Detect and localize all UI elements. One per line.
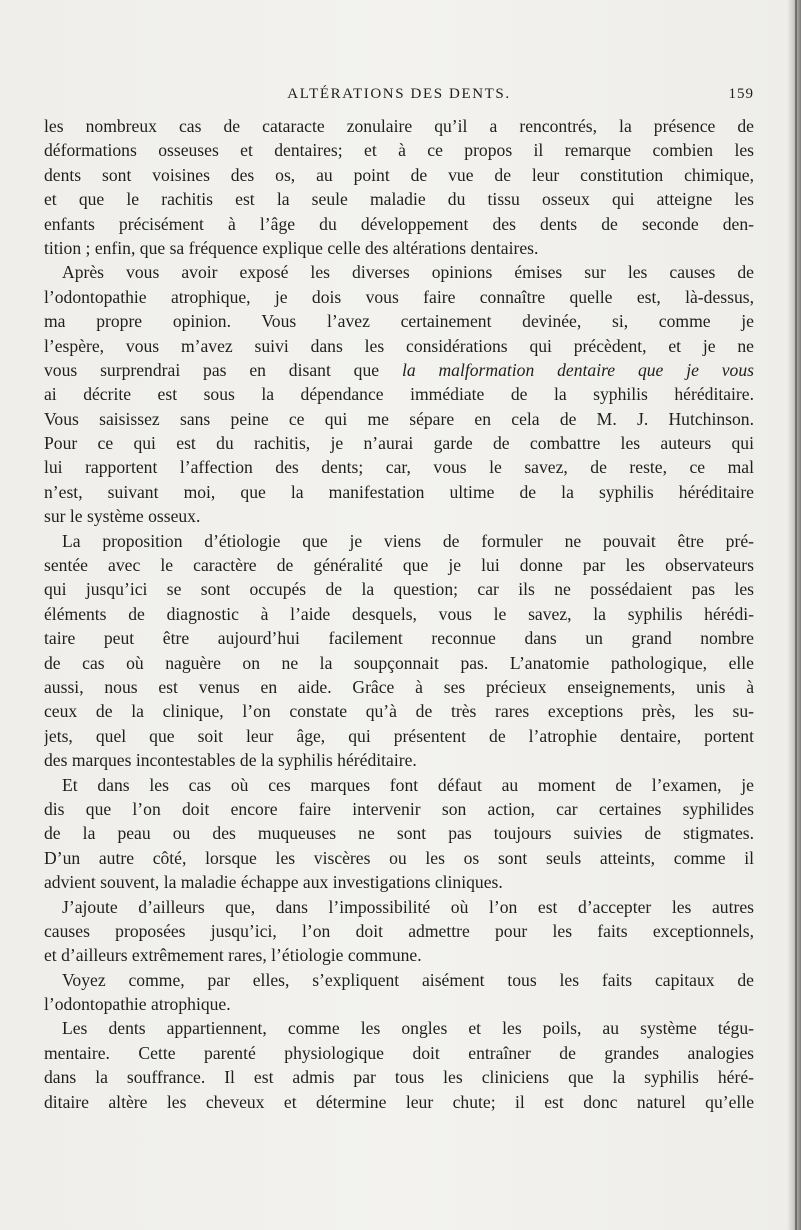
running-head [44, 86, 754, 108]
text-line: Vous saisissez sans peine ce qui me sépare en cela de M. J. Hutchinson. [44, 408, 754, 429]
running-title: ALTÉRATIONS DES DENTS. [287, 86, 511, 102]
text-line: sur le système osseux. [44, 506, 201, 527]
text-line: La proposition d’étiologie que je viens de formuler ne pouvait être pré- [62, 530, 754, 551]
text-line: enfants précisément à l’âge du développement des dents de seconde den- [44, 213, 754, 234]
text-italic: la malformation dentaire que je vous [401, 359, 754, 380]
body-text [44, 114, 754, 1114]
text-line: lui rapportent l’affection des dents; car, vous le savez, de reste, ce mal [44, 457, 754, 478]
text-line-italic: ai décrite est sous la dépendance immédiate de la syphilis héréditaire. [44, 384, 754, 405]
text-line: dans la souffrance. Il est admis par tous les cliniciens que la syphilis héré- [44, 1067, 754, 1088]
text-line: éléments de diagnostic à l’aide desquels, vous le savez, la syphilis hérédi- [44, 603, 754, 624]
text-line: taire peut être aujourd’hui facilement reconnue dans un grand nombre [44, 628, 754, 649]
text-line: Les dents appartiennent, comme les ongles et les poils, au système tégu- [62, 1018, 754, 1039]
text-line: de la peau ou des muqueuses ne sont pas toujours suivies de stigmates. [44, 823, 754, 844]
text-line: Pour ce qui est du rachitis, je n’aurai garde de combattre les auteurs qui [44, 433, 754, 454]
text-line-mixed [44, 358, 754, 382]
text-line: ditaire altère les cheveux et détermine leur chute; il est donc naturel qu’elle [44, 1091, 754, 1112]
text-line: de cas où naguère on ne la soupçonnait pas. L’anatomie pathologique, elle [44, 652, 754, 673]
text-line: Après vous avoir exposé les diverses opinions émises sur les causes de [62, 262, 754, 283]
text-line: les nombreux cas de cataracte zonulaire qu’il a rencontrés, la présence de [44, 116, 754, 136]
text-line: ma propre opinion. Vous l’avez certainement devinée, si, comme je [44, 311, 754, 332]
text-line: et d’ailleurs extrêmement rares, l’étiologie commune. [44, 945, 422, 966]
binding-edge [795, 0, 797, 1230]
text-line: l’odontopathie atrophique. [44, 994, 231, 1015]
text-line: déformations osseuses et dentaires; et à ce propos il remarque combien les [44, 140, 754, 161]
binding-shadow [787, 0, 801, 1230]
text-line: n’est, suivant moi, que la manifestation ultime de la syphilis héréditaire [44, 481, 754, 502]
text-line: Et dans les cas où ces marques font défaut au moment de l’examen, je [62, 774, 754, 795]
text-line: causes proposées jusqu’ici, l’on doit admettre pour les faits exceptionnels, [44, 920, 754, 941]
text-line: des marques incontestables de la syphilis héréditaire. [44, 750, 417, 771]
text-line: et que le rachitis est la seule maladie du tissu osseux qui atteigne les [44, 189, 754, 210]
text-line: dis que l’on doit encore faire intervenir son action, car certaines syphilides [44, 798, 754, 819]
text-line: aussi, nous est venus en aide. Grâce à ses précieux enseignements, unis à [44, 676, 754, 697]
text-line: l’espère, vous m’avez suivi dans les considérations qui précèdent, et je ne [44, 335, 754, 356]
text-line: qui jusqu’ici se sont occupés de la question; car ils ne possédaient pas les [44, 579, 754, 600]
text-line: ceux de la clinique, l’on constate qu’à de très rares exceptions près, les su- [44, 701, 754, 722]
text-line: Voyez comme, par elles, s’expliquent aisément tous les faits capitaux de [62, 969, 754, 990]
text-line: jets, quel que soit leur âge, qui présentent de l’atrophie dentaire, portent [44, 725, 754, 746]
text-line: sentée avec le caractère de généralité que je lui donne par les observateurs [44, 555, 754, 576]
page-number: 159 [728, 86, 754, 102]
text-line: mentaire. Cette parenté physiologique doit entraîner de grandes analogies [44, 1042, 754, 1063]
text-line: tition ; enfin, que sa fréquence explique celle des altérations dentaires. [44, 237, 539, 258]
text-line: l’odontopathie atrophique, je dois vous faire connaître quelle est, là-dessus, [44, 286, 754, 307]
text-line: D’un autre côté, lorsque les viscères ou les os sont seuls atteints, comme il [44, 847, 754, 868]
text-line: dents sont voisines des os, au point de vue de leur constitution chimique, [44, 164, 754, 185]
text-line: J’ajoute d’ailleurs que, dans l’impossibilité où l’on est d’accepter les autres [62, 896, 754, 917]
text-line: advient souvent, la maladie échappe aux investigations cliniques. [44, 872, 503, 893]
text-roman: vous surprendrai pas en disant que [44, 359, 402, 380]
